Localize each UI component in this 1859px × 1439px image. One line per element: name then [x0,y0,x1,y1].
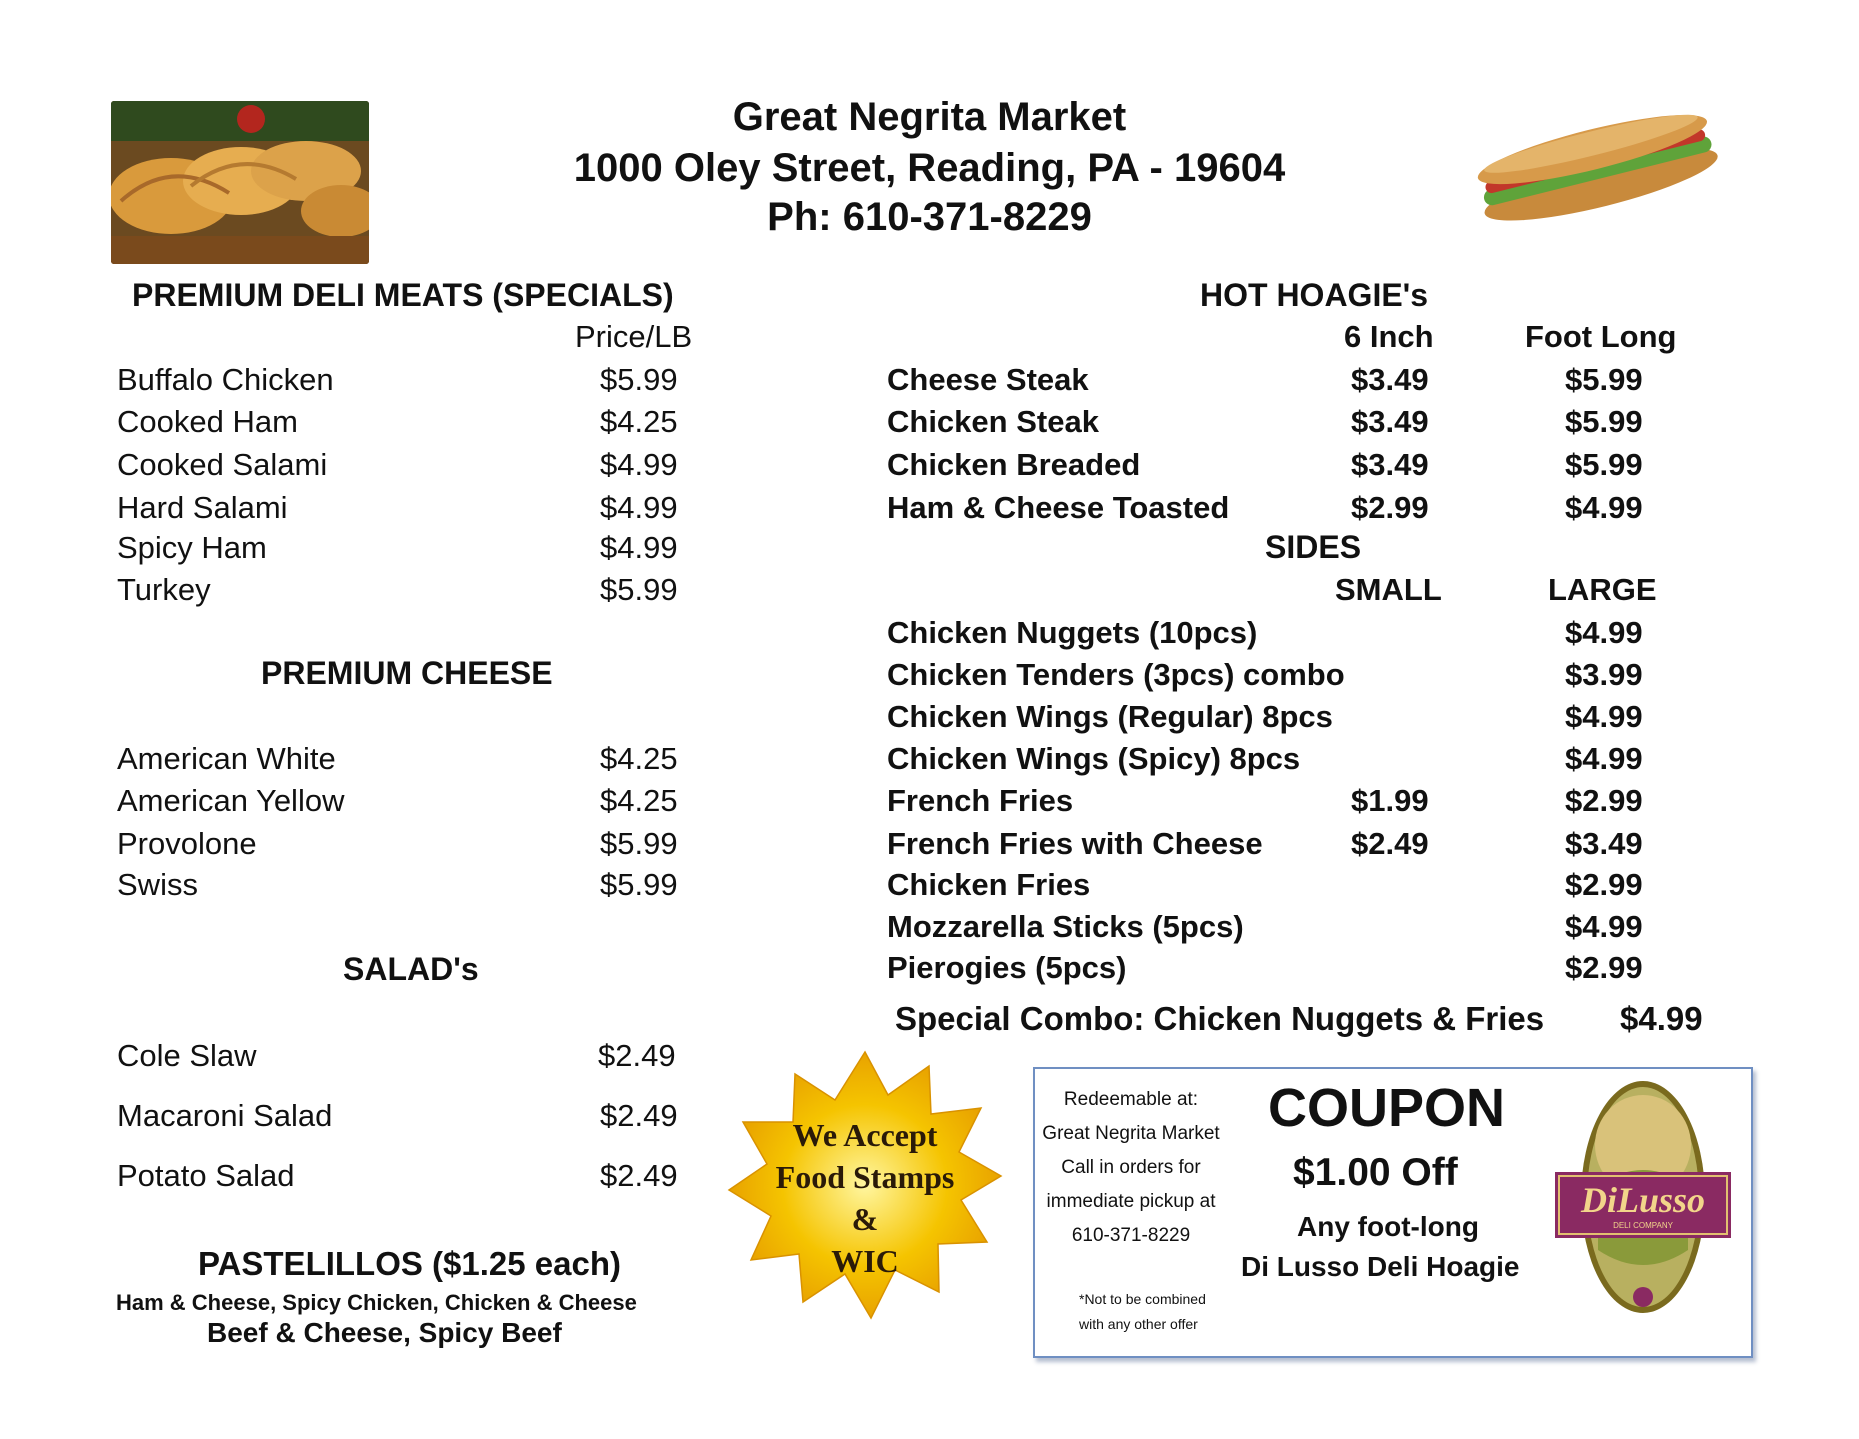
side-item-name: Chicken Wings (Regular) 8pcs [887,699,1333,734]
side-large-price: $2.99 [1565,867,1643,902]
hoagies-col-6inch: 6 Inch [1344,319,1434,354]
deli-item-name: Buffalo Chicken [117,362,334,397]
cheese-item-price: $4.25 [600,783,678,818]
badge-line2: Food Stamps [775,1159,955,1195]
side-small-price: $1.99 [1351,783,1429,818]
coupon-title: COUPON [1268,1078,1506,1138]
deli-price-header: Price/LB [575,319,693,354]
hoagies-title: HOT HOAGIE's [1200,277,1429,313]
coupon-fineprint: *Not to be combined [1079,1291,1206,1307]
food-stamps-badge [725,1050,1005,1325]
side-large-price: $3.99 [1565,657,1643,692]
cheese-item-price: $5.99 [600,826,678,861]
cheese-item-price: $4.25 [600,741,678,776]
salad-item-name: Potato Salad [117,1158,295,1193]
pastelillos-title: PASTELILLOS ($1.25 each) [198,1245,622,1282]
deli-item-price: $4.99 [600,490,678,525]
cheese-item-name: Provolone [117,826,257,861]
side-large-price: $3.49 [1565,826,1643,861]
logo-text: DiLusso [1580,1180,1706,1220]
hoagie-item-name: Chicken Breaded [887,447,1141,482]
hoagie-six-price: $3.49 [1351,362,1429,397]
deli-title: PREMIUM DELI MEATS (SPECIALS) [132,277,674,313]
cheese-item-name: American Yellow [117,783,345,818]
store-name: Great Negrita Market [732,95,1127,139]
hoagie-foot-price: $5.99 [1565,404,1643,439]
deli-item-price: $5.99 [600,362,678,397]
coupon-redeem-line: immediate pickup at [1046,1191,1216,1212]
sides-col-large: LARGE [1548,572,1657,607]
special-combo-price: $4.99 [1620,1000,1703,1037]
deli-item-price: $4.99 [600,447,678,482]
cheese-item-name: American White [117,741,336,776]
badge-line3: & [851,1201,879,1237]
hoagie-item-name: Ham & Cheese Toasted [887,490,1230,525]
side-large-price: $4.99 [1565,741,1643,776]
coupon-desc: Any foot-long [1297,1211,1479,1242]
deli-item-price: $5.99 [600,572,678,607]
side-item-name: Pierogies (5pcs) [887,950,1127,985]
salad-item-name: Macaroni Salad [117,1098,333,1133]
side-item-name: Chicken Fries [887,867,1091,902]
coupon-redeem-line: Call in orders for [1061,1157,1201,1178]
salad-item-name: Cole Slaw [117,1038,257,1073]
hoagie-foot-price: $5.99 [1565,362,1643,397]
coupon-desc: Di Lusso Deli Hoagie [1241,1251,1520,1282]
coupon-amount: $1.00 Off [1293,1151,1458,1194]
deli-item-name: Turkey [117,572,211,607]
coupon-box [1033,1067,1753,1358]
hoagies-col-footlong: Foot Long [1525,319,1677,354]
cheese-item-price: $5.99 [600,867,678,902]
hoagie-six-price: $2.99 [1351,490,1429,525]
side-item-name: Chicken Nuggets (10pcs) [887,615,1258,650]
deli-item-name: Cooked Salami [117,447,328,482]
hoagie-foot-price: $5.99 [1565,447,1643,482]
side-item-name: French Fries [887,783,1074,818]
dilusso-logo [1553,1075,1733,1320]
deli-item-price: $4.25 [600,404,678,439]
salad-item-price: $2.49 [600,1098,678,1133]
hoagie-six-price: $3.49 [1351,447,1429,482]
side-item-name: French Fries with Cheese [887,826,1263,861]
coupon-phone: 610-371-8229 [1071,1225,1191,1246]
coupon-fineprint: with any other offer [1079,1316,1198,1332]
pastelillos-line2: Beef & Cheese, Spicy Beef [207,1317,562,1348]
cheese-item-name: Swiss [117,867,198,902]
side-large-price: $4.99 [1565,699,1643,734]
deli-item-name: Cooked Ham [117,404,298,439]
side-large-price: $2.99 [1565,950,1643,985]
logo-subtext: DELI COMPANY [1613,1221,1673,1230]
hoagie-foot-price: $4.99 [1565,490,1643,525]
side-large-price: $4.99 [1565,615,1643,650]
salad-item-price: $2.49 [600,1158,678,1193]
side-large-price: $4.99 [1565,909,1643,944]
deli-item-name: Hard Salami [117,490,288,525]
hoagie-photo [1466,103,1728,233]
coupon-redeem-line: Redeemable at: [1063,1089,1199,1110]
deli-item-name: Spicy Ham [117,530,267,565]
hoagie-six-price: $3.49 [1351,404,1429,439]
side-small-price: $2.49 [1351,826,1429,861]
store-phone: Ph: 610-371-8229 [767,195,1092,239]
hoagie-item-name: Cheese Steak [887,362,1089,397]
salads-title: SALAD's [343,951,479,987]
side-item-name: Chicken Wings (Spicy) 8pcs [887,741,1301,776]
deli-item-price: $4.99 [600,530,678,565]
side-item-name: Chicken Tenders (3pcs) combo [887,657,1345,692]
sides-col-small: SMALL [1335,572,1442,607]
salad-item-price: $2.49 [598,1038,676,1073]
badge-line4: WIC [831,1243,899,1279]
side-item-name: Mozzarella Sticks (5pcs) [887,909,1244,944]
store-address: 1000 Oley Street, Reading, PA - 19604 [573,146,1286,190]
empanada-photo [111,101,369,264]
badge-line1: We Accept [792,1117,938,1153]
special-combo: Special Combo: Chicken Nuggets & Fries [895,1000,1545,1037]
cheese-title: PREMIUM CHEESE [261,655,553,691]
sides-title: SIDES [1265,529,1362,565]
coupon-redeem-line: Great Negrita Market [1042,1123,1220,1144]
side-large-price: $2.99 [1565,783,1643,818]
pastelillos-line1: Ham & Cheese, Spicy Chicken, Chicken & Cheese [116,1290,637,1315]
hoagie-item-name: Chicken Steak [887,404,1099,439]
